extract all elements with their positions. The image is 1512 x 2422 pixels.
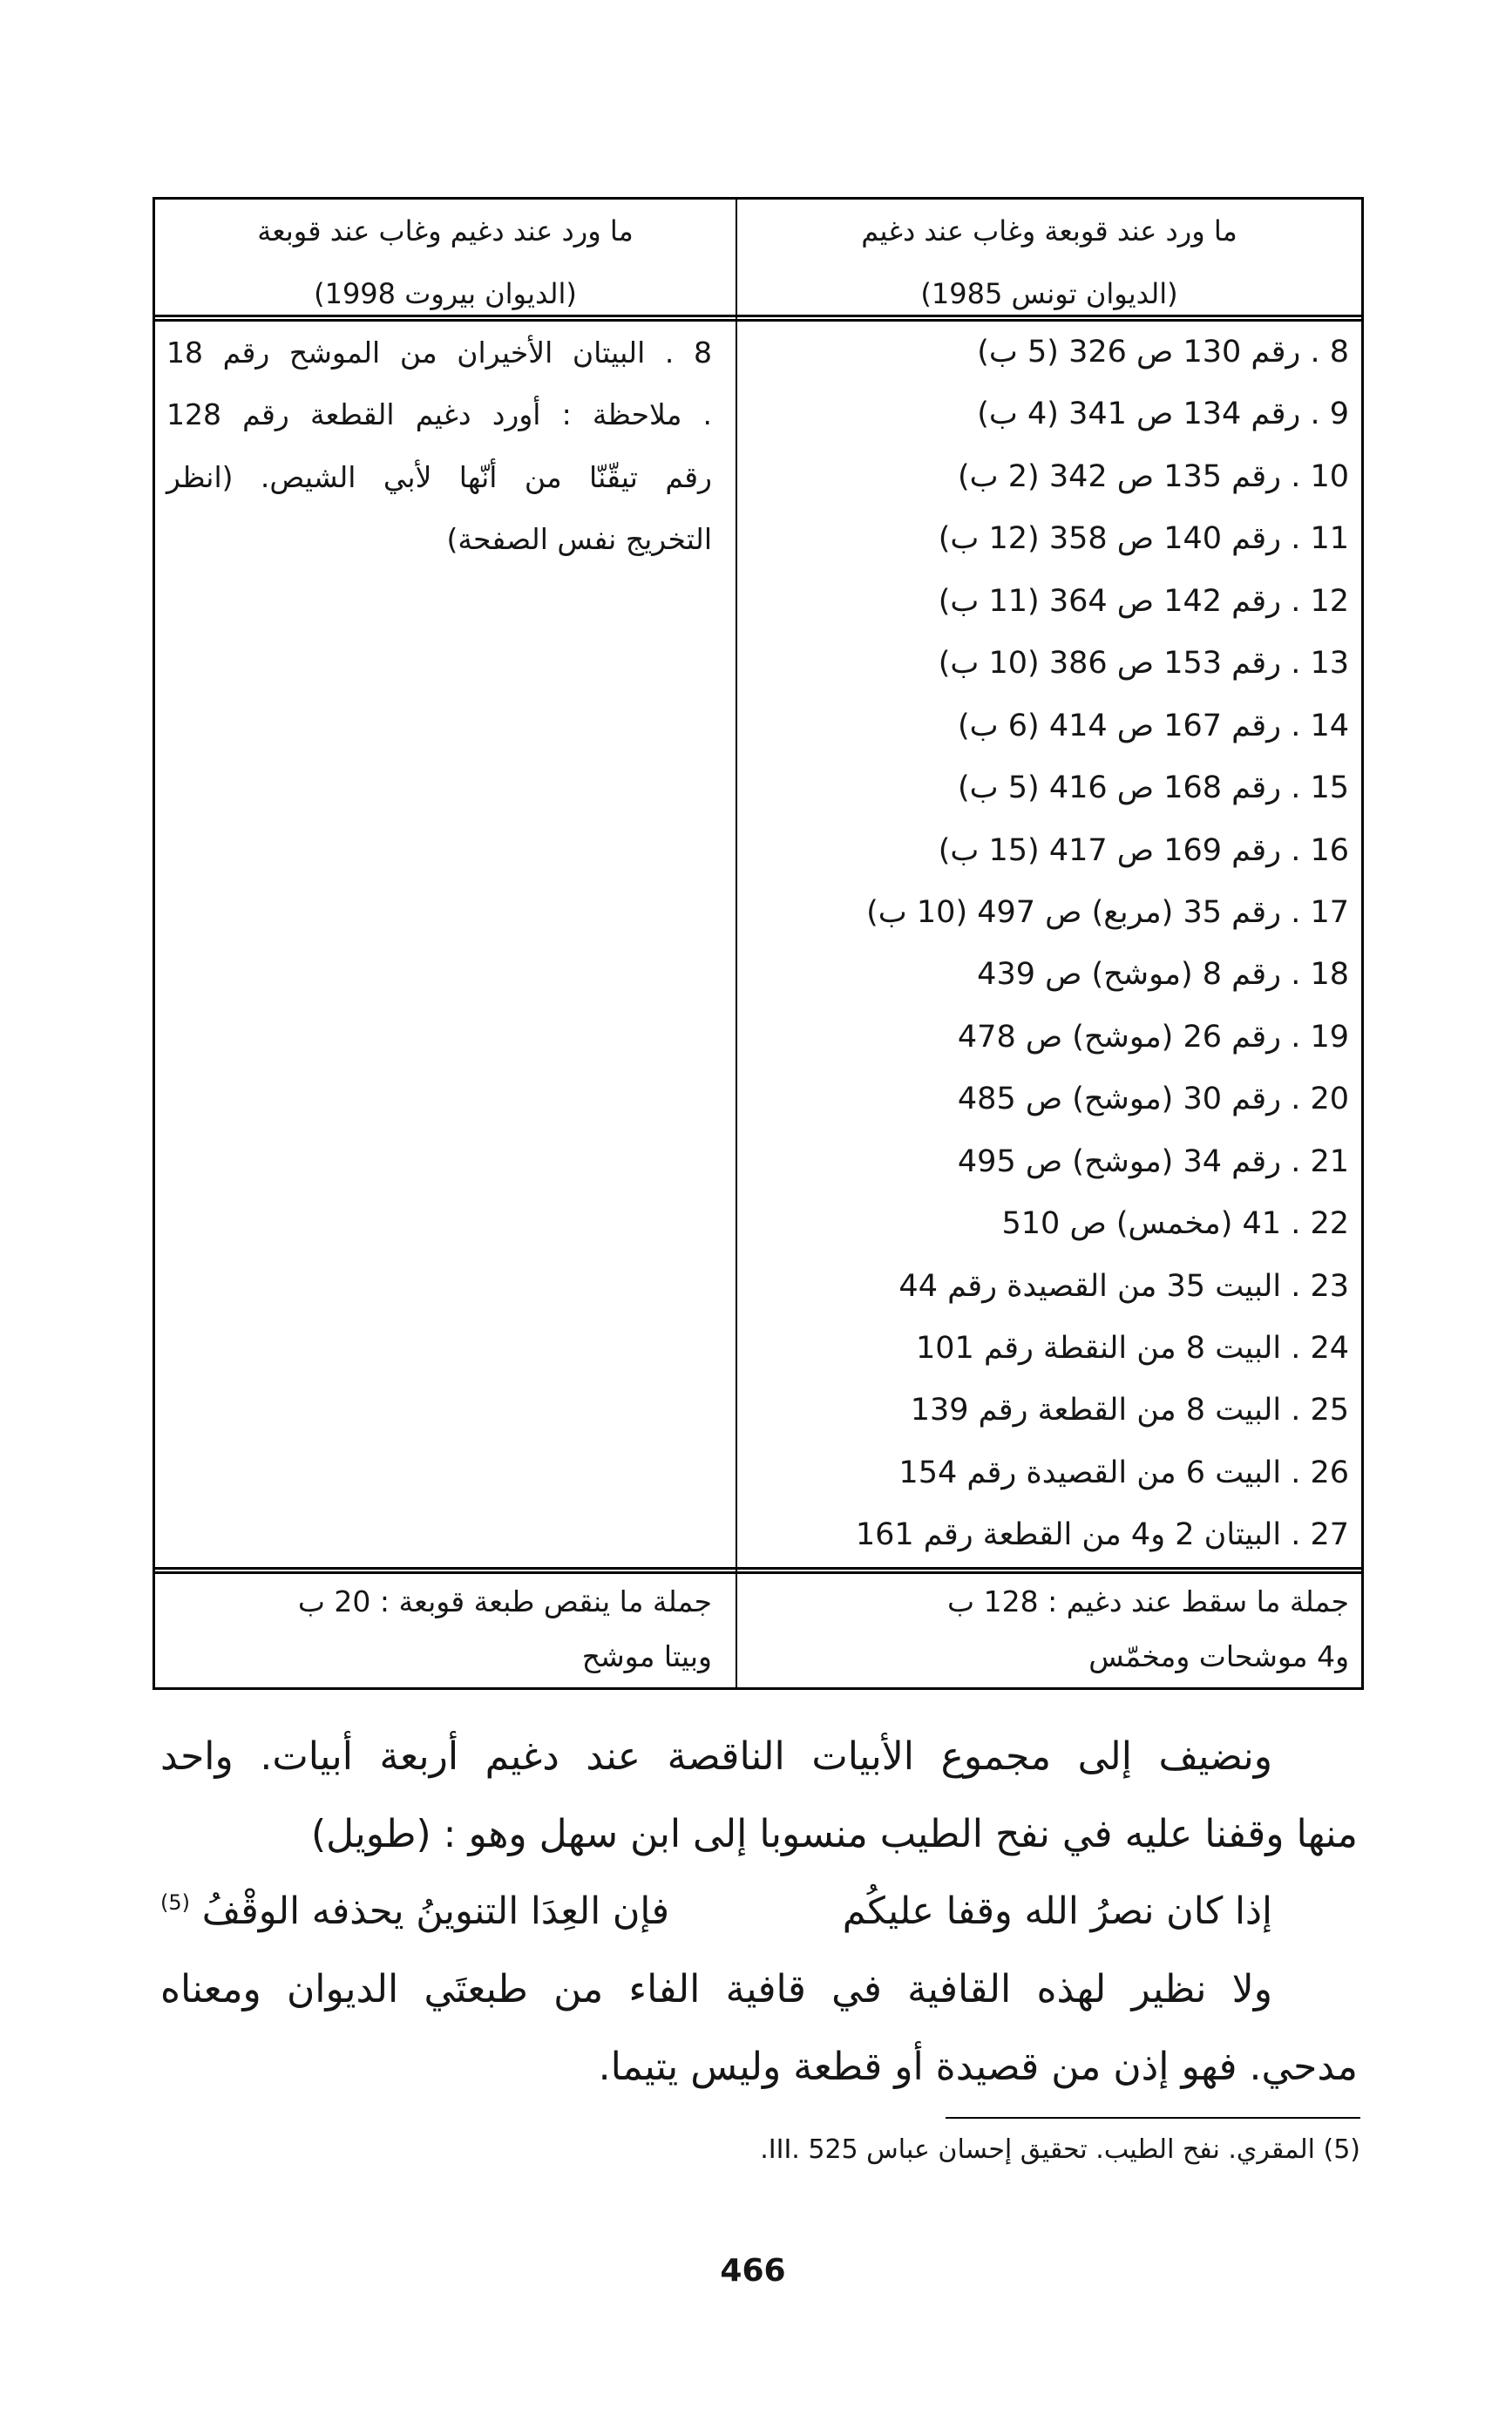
column-divider <box>736 200 737 1687</box>
totals-cell-beirut-edition <box>155 1574 736 1687</box>
table-row: 11 . رقم 140 ص 358 (12 ب) <box>938 521 1349 557</box>
verse-second-hemistich-wrapper <box>160 1873 669 1950</box>
page-number: 466 <box>720 2253 786 2289</box>
table-row: . ملاحظة : أورد دغيم القطعة رقم 128 <box>166 397 712 432</box>
table-row: 16 . رقم 169 ص 417 (15 ب) <box>938 832 1349 868</box>
table-row: 12 . رقم 142 ص 364 (11 ب) <box>938 583 1349 619</box>
body-cell-beirut-edition <box>155 322 736 1567</box>
paragraph-line: ولا نظير لهذه القافية في قافية الفاء من طبعتَي الديوان ومعناه <box>160 1967 1272 2012</box>
column-title: ما ورد عند دغيم وغاب عند قوبعة <box>257 214 634 248</box>
total-line: و4 موشحات ومخمّس <box>1088 1639 1349 1673</box>
table-row: التخريج نفس الصفحة) <box>446 522 712 557</box>
table-row: 21 . رقم 34 (موشح) ص 495 <box>957 1143 1349 1179</box>
paragraph-line: ونضيف إلى مجموع الأبيات الناقصة عند دغيم أربعة أبيات. واحد <box>160 1734 1272 1779</box>
table-row: 23 . البيت 35 من القصيدة رقم 44 <box>898 1268 1349 1304</box>
header-cell-tunis-edition <box>737 200 1361 315</box>
paragraph-line: مدحي. فهو إذن من قصيدة أو قطعة وليس يتيما. <box>598 2045 1358 2089</box>
table-row: 25 . البيت 8 من القطعة رقم 139 <box>910 1393 1349 1428</box>
footnote-separator <box>946 2117 1360 2119</box>
paragraph-line: منها وقفنا عليه في نفح الطيب منسوبا إلى ابن سهل وهو : (طويل) <box>311 1812 1358 1856</box>
verse-first-hemistich: إذا كان نصرُ الله وقفا عليكُم <box>842 1889 1272 1933</box>
header-cell-beirut-edition <box>155 200 736 315</box>
table-body-row <box>155 322 1361 1567</box>
table-row: رقم تيقّنّا من أنّها لأبي الشيص. (انظر <box>166 459 712 494</box>
table-row: 27 . البيتان 2 و4 من القطعة رقم 161 <box>855 1517 1349 1553</box>
table-row: 14 . رقم 167 ص 414 (6 ب) <box>958 708 1349 743</box>
table-row: 8 . رقم 130 ص 326 (5 ب) <box>977 335 1349 370</box>
comparison-table <box>153 197 1364 1690</box>
total-line: جملة ما ينقص طبعة قوبعة : 20 ب <box>297 1584 712 1618</box>
table-row: 9 . رقم 134 ص 341 (4 ب) <box>977 397 1349 432</box>
table-row: 15 . رقم 168 ص 416 (5 ب) <box>958 770 1349 806</box>
table-header-row <box>155 200 1361 322</box>
body-paragraph <box>160 1718 1358 2106</box>
table-row: 13 . رقم 153 ص 386 (10 ب) <box>938 646 1349 682</box>
body-cell-tunis-edition <box>737 322 1361 1567</box>
verse-second-hemistich: فإن العِدَا التنوينُ يحذفه الوقْفُ <box>201 1889 670 1933</box>
poetry-verse <box>160 1873 1358 1950</box>
footnote: (5) المقري. نفح الطيب. تحقيق إحسان عباس III. 525. <box>760 2134 1360 2165</box>
table-row: 26 . البيت 6 من القصيدة رقم 154 <box>898 1455 1349 1490</box>
column-title: ما ورد عند قوبعة وغاب عند دغيم <box>861 214 1237 248</box>
table-row: 8 . البيتان الأخيران من الموشح رقم 18 <box>166 336 712 370</box>
table-row: 10 . رقم 135 ص 342 (2 ب) <box>958 458 1349 494</box>
table-row: 19 . رقم 26 (موشح) ص 478 <box>957 1019 1349 1055</box>
column-subtitle: (الديوان بيروت 1998) <box>314 277 577 310</box>
total-line: وبيتا موشح <box>581 1639 712 1673</box>
total-line: جملة ما سقط عند دغيم : 128 ب <box>947 1584 1349 1618</box>
table-row: 17 . رقم 35 (مربع) ص 497 (10 ب) <box>866 894 1349 930</box>
table-totals-row <box>155 1567 1361 1687</box>
table-row: 18 . رقم 8 (موشح) ص 439 <box>977 957 1349 993</box>
table-row: 20 . رقم 30 (موشح) ص 485 <box>957 1082 1349 1117</box>
column-subtitle: (الديوان تونس 1985) <box>920 277 1178 310</box>
table-row: 24 . البيت 8 من النقطة رقم 101 <box>916 1331 1349 1366</box>
footnote-reference: (5) <box>160 1890 191 1915</box>
totals-cell-tunis-edition <box>737 1574 1361 1687</box>
table-row: 22 . 41 (مخمس) ص 510 <box>1001 1206 1349 1242</box>
